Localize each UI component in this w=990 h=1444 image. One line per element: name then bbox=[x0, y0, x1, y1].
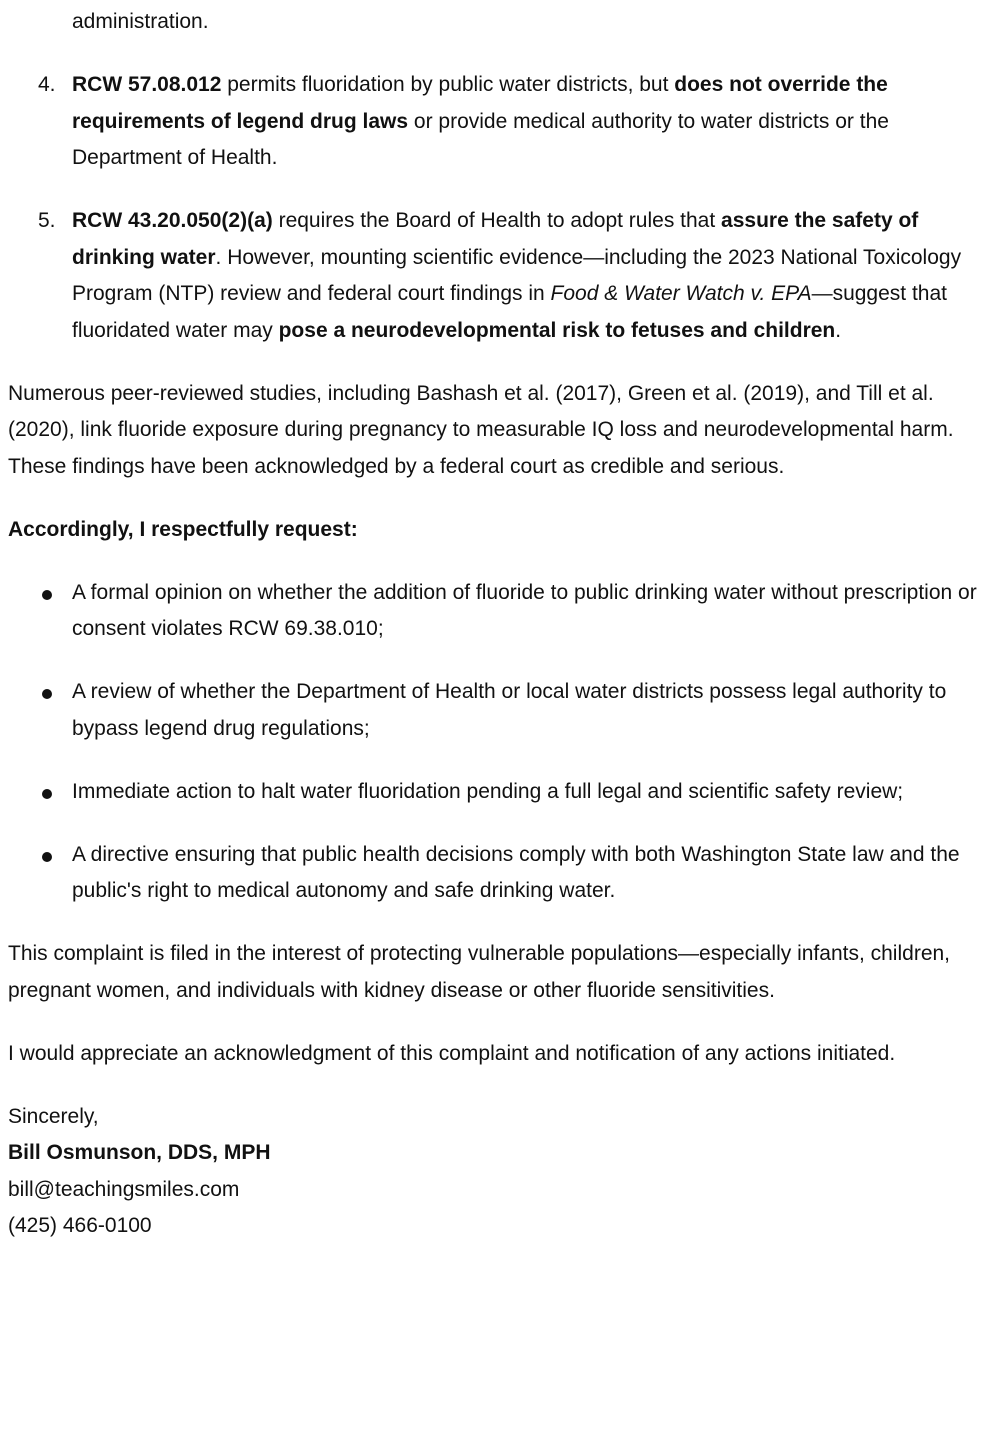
interest-paragraph: This complaint is filed in the interest of protecting vulnerable populations—especially infants, children, pregnant women, and individuals with kidney disease or other fluoride sensitivities. bbox=[8, 942, 951, 1002]
statute-citation: RCW 43.20.050(2)(a) bbox=[72, 209, 273, 232]
request-item: Immediate action to halt water fluoridation pending a full legal and scientific safety review; bbox=[8, 774, 983, 811]
bullet-icon bbox=[42, 590, 52, 600]
case-name: Food & Water Watch v. EPA bbox=[550, 282, 812, 305]
numbered-item-4 bbox=[8, 67, 983, 177]
request-item: A review of whether the Department of Health or local water districts possess legal authority to bypass legend drug regulations; bbox=[8, 674, 983, 747]
item-text: RCW 43.20.050(2)(a) requires the Board of Health to adopt rules that assure the safety of drinking water. However, mounting scientific evidence—including the 2023 National Toxicology Program (NTP) review and federal court findings in Food & Water Watch v. EPA—suggest that fluoridated water may pose a neurodevelopmental risk to fetuses and children. bbox=[72, 209, 962, 342]
list-item-3-continuation bbox=[8, 4, 983, 41]
signer-email[interactable] bbox=[8, 1172, 983, 1209]
bullet-icon bbox=[42, 789, 52, 799]
statute-citation: RCW 57.08.012 bbox=[72, 73, 222, 96]
email-link[interactable]: bill@teachingsmiles.com bbox=[8, 1177, 240, 1201]
request-item: A formal opinion on whether the addition of fluoride to public drinking water without prescription or consent violates RCW 69.38.010; bbox=[8, 575, 983, 648]
item-number: 5. bbox=[38, 209, 56, 232]
signer-name: Bill Osmunson, DDS, MPH bbox=[8, 1141, 271, 1164]
item-number: 4. bbox=[38, 73, 56, 96]
acknowledgment-paragraph: I would appreciate an acknowledgment of this complaint and notification of any actions initiated. bbox=[8, 1041, 896, 1065]
request-item: A directive ensuring that public health decisions comply with both Washington State law and the public's right to medical autonomy and safe drinking water. bbox=[8, 837, 983, 910]
bullet-icon bbox=[42, 852, 52, 862]
item-text: RCW 57.08.012 permits fluoridation by public water districts, but does not override the requirements of legend drug laws or provide medical authority to water districts or the Department of Health. bbox=[72, 73, 889, 169]
letter-body bbox=[8, 4, 983, 1245]
request-heading: Accordingly, I respectfully request: bbox=[8, 517, 358, 541]
signature-block bbox=[8, 1099, 983, 1245]
closing: Sincerely, bbox=[8, 1104, 99, 1128]
bullet-icon bbox=[42, 689, 52, 699]
studies-paragraph: Numerous peer-reviewed studies, including Bashash et al. (2017), Green et al. (2019), and Till et al. (2020), link fluoride exposure during pregnancy to measurable IQ loss and neurodevelopmental harm. These findings have been acknowledged by a federal court as credible and serious. bbox=[8, 381, 954, 478]
signer-phone: (425) 466-0100 bbox=[8, 1214, 152, 1237]
list-item-3-tail: administration. bbox=[72, 10, 209, 33]
numbered-item-5 bbox=[8, 203, 983, 349]
